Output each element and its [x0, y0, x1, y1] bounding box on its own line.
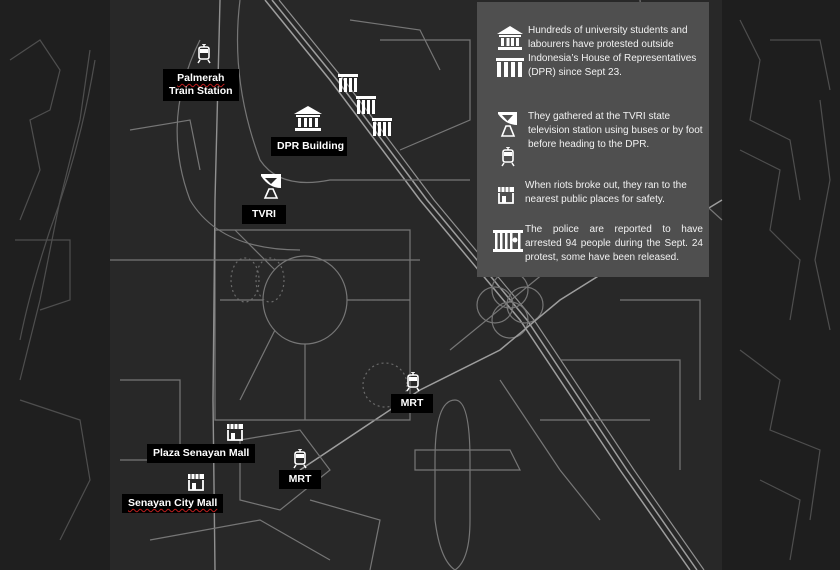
label-palmerah-line2: Train Station: [169, 85, 233, 97]
shop-icon: [187, 473, 205, 491]
label-palmerah-line1: Palmerah: [177, 72, 225, 84]
protesters-icon: [338, 74, 418, 144]
label-plaza-senayan-text: Plaza Senayan Mall: [153, 447, 250, 459]
label-senayan-city-text: Senayan City Mall: [128, 497, 218, 509]
satellite-dish-icon: [259, 174, 283, 200]
info-text-gathering-content: They gathered at the TVRI state television station using buses or by foot before heading to the DPR.: [528, 111, 703, 150]
info-text-riots: [525, 179, 700, 207]
government-building-icon: [497, 26, 523, 50]
government-building-icon: [294, 106, 322, 132]
info-panel: [477, 2, 709, 277]
info-text-arrests-content: The police are reported to have arrested 94 people during the Sept. 24 protest, some have been released.: [525, 224, 703, 263]
label-dpr-building: DPR Building: [271, 137, 347, 156]
label-senayan-city: [122, 494, 223, 513]
label-mrt-south: MRT: [279, 470, 321, 489]
train-icon: [501, 147, 515, 167]
jail-icon: [493, 230, 523, 252]
label-palmerah-station: [163, 69, 239, 101]
shop-icon: [497, 186, 515, 204]
label-tvri: TVRI: [242, 205, 286, 224]
info-text-gathering: [528, 110, 703, 152]
shop-icon: [226, 423, 244, 441]
info-text-protest: [528, 24, 706, 80]
satellite-dish-icon: [497, 112, 519, 138]
label-plaza-senayan: [147, 444, 255, 463]
train-icon: [293, 449, 307, 469]
train-icon: [406, 372, 420, 392]
train-icon: [197, 44, 211, 64]
info-text-riots-content: When riots broke out, they ran to the nearest public places for safety.: [525, 180, 687, 205]
info-text-arrests: [525, 223, 703, 265]
label-mrt-north: MRT: [391, 394, 433, 413]
protesters-icon: [496, 58, 524, 78]
info-text-protest-content: Hundreds of university students and labourers have protested outside Indonesia’s House of Representatives (DPR) since Sept 23.: [528, 25, 697, 78]
